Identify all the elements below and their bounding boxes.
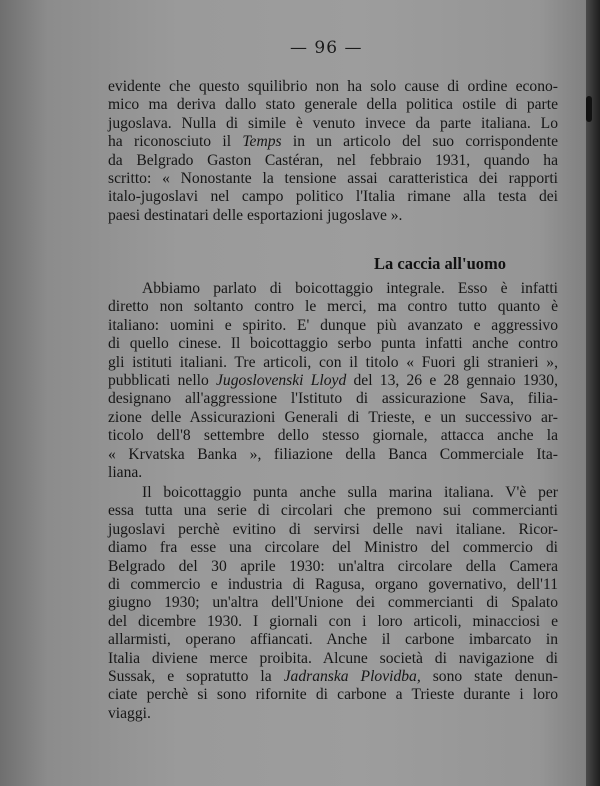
text-line: giugno 1930; un'altra dell'Unione dei commercianti di Spalato bbox=[108, 594, 558, 612]
italic-title: Jadranska Plovidba, bbox=[283, 667, 421, 685]
text-segment: Sussak, e sopratutto la bbox=[108, 667, 284, 685]
text-segment: pubblicati nello bbox=[108, 371, 217, 389]
text-line: liana. bbox=[108, 463, 143, 481]
margin-mark bbox=[586, 96, 592, 122]
text-line: Il boicottaggio punta anche sulla marina italiana. V'è per bbox=[142, 484, 558, 501]
text-line: del dicembre 1930. I giornali con i loro articoli, minacciosi e bbox=[108, 612, 558, 630]
text-line: italo-jugoslavi nel campo politico l'Italia rimane alla testa dei bbox=[108, 188, 558, 206]
text-line: ticolo dell'8 settembre dello stesso giornale, attacca anche la bbox=[108, 427, 558, 445]
text-segment: ha riconosciuto il bbox=[108, 133, 243, 151]
text-segment: in un articolo del suo corrispondente bbox=[281, 133, 558, 151]
paragraph-1 bbox=[108, 78, 558, 225]
text-line: Abbiamo parlato di boicottaggio integrale. Esso è infatti bbox=[142, 280, 558, 297]
text-line: di quello cinese. Il boicottaggio serbo punta infatti anche contro bbox=[108, 335, 558, 353]
text-line: evidente che questo squilibrio non ha solo cause di ordine econo- bbox=[108, 78, 558, 95]
text-line: zione delle Assicurazioni Generali di Trieste, e un successivo ar- bbox=[108, 408, 558, 426]
text-line: Italia diviene merce proibita. Alcune società di navigazione di bbox=[108, 649, 558, 667]
text-line: ciate perchè si sono rifornite di carbone a Trieste durante i loro bbox=[108, 686, 558, 704]
paragraph-2 bbox=[108, 280, 558, 482]
text-line: gli istituti italiani. Tre articoli, con il titolo « Fuori gli stranieri », bbox=[108, 353, 558, 371]
text-line: « Krvatska Banka », filiazione della Banca Commerciale Ita- bbox=[108, 445, 558, 463]
italic-title: Temps bbox=[242, 133, 282, 151]
section-heading: La caccia all'uomo bbox=[374, 254, 506, 273]
text-line: paesi destinatari delle esportazioni jugoslave ». bbox=[108, 206, 403, 224]
text-line: jugoslava. Nulla di simile è venuto invece da parte italiana. Lo bbox=[108, 114, 558, 132]
text-line bbox=[108, 133, 558, 151]
text-line: mico ma deriva dallo stato generale della politica ostile di parte bbox=[108, 96, 558, 114]
page-number: — 96 — bbox=[290, 38, 363, 58]
text-line: scritto: « Nonostante la tensione assai caratteristica dei rapporti bbox=[108, 169, 558, 187]
text-line: Belgrado del 30 aprile 1930: un'altra circolare della Camera bbox=[108, 557, 558, 575]
text-line: di commercio e industria di Ragusa, organo governativo, dell'11 bbox=[108, 575, 558, 593]
text-line bbox=[108, 372, 558, 390]
paragraph-3 bbox=[108, 484, 558, 723]
text-line: diamo fra esse una circolare del Ministro del commercio di bbox=[108, 539, 558, 557]
text-line: allarmisti, operano affiancati. Anche il carbone imbarcato in bbox=[108, 631, 558, 649]
text-line: diretto non soltanto contro le merci, ma contro tutto quanto è bbox=[108, 298, 558, 316]
text-line: italiano: uomini e spirito. E' dunque più avanzato e aggressivo bbox=[108, 316, 558, 334]
text-line: essa tutta una serie di circolari che premono sui commercianti bbox=[108, 502, 558, 520]
italic-title: Jugoslovenski Lloyd bbox=[216, 371, 347, 389]
text-line: viaggi. bbox=[108, 704, 151, 722]
text-segment: sono state denun- bbox=[420, 667, 558, 685]
text-line: designano all'aggressione l'Istituto di assicurazione Sava, filia- bbox=[108, 390, 558, 408]
text-line: da Belgrado Gaston Castéran, nel febbraio 1931, quando ha bbox=[108, 151, 558, 169]
text-line: jugoslavi perchè evitino di servirsi delle navi italiane. Ricor- bbox=[108, 520, 558, 538]
text-segment: del 13, 26 e 28 gennaio 1930, bbox=[346, 371, 559, 389]
text-line bbox=[108, 668, 558, 686]
